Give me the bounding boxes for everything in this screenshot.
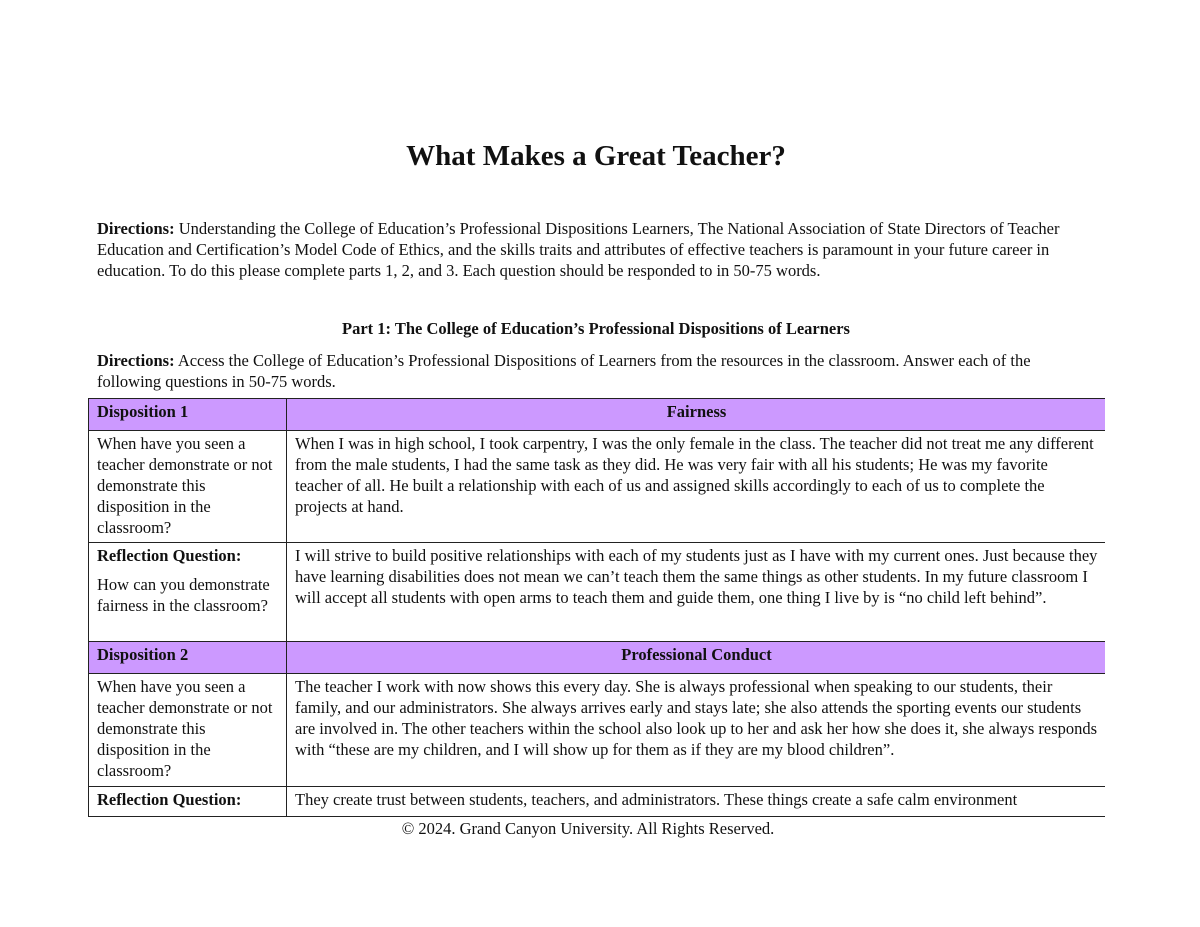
copyright-footer: © 2024. Grand Canyon University. All Rights Reserved.	[401, 819, 775, 838]
directions-label: Directions:	[97, 219, 175, 238]
general-directions	[97, 218, 1097, 281]
disposition2-answer: The teacher I work with now shows this every day. She is always professional when speaking to our students, their family, and our administrators. She always arrives early and stays late; she also attends the sporting events our students are involved in. The other teachers within the school also look up to her and ask her how she does it, she always responds with “these are my children, and I will show up for them as if they are my blood children”.	[287, 674, 1106, 787]
disposition2-reflection-answer: They create trust between students, teachers, and administrators. These things create a safe calm environment	[287, 787, 1106, 818]
disposition2-header-row	[89, 642, 1106, 674]
table-row	[89, 543, 1106, 642]
disposition2-question: When have you seen a teacher demonstrate or not demonstrate this disposition in the classroom?	[89, 674, 287, 787]
disposition2-name: Professional Conduct	[287, 642, 1106, 674]
disposition1-label: Disposition 1	[89, 399, 287, 431]
part1-directions	[97, 350, 1097, 392]
part1-heading: Part 1: The College of Education’s Professional Dispositions of Learners	[342, 319, 850, 338]
disposition1-reflection-cell	[89, 543, 287, 642]
disposition1-header-row	[89, 399, 1106, 431]
disposition2-label: Disposition 2	[89, 642, 287, 674]
part1-directions-text: Access the College of Education’s Professional Dispositions of Learners from the resources in the classroom. Answer each of the following questions in 50-75 words.	[97, 351, 1031, 391]
disposition1-question: When have you seen a teacher demonstrate or not demonstrate this disposition in the classroom?	[89, 431, 287, 543]
part1-directions-label: Directions:	[97, 351, 175, 370]
disposition1-reflection-question: How can you demonstrate fairness in the classroom?	[97, 575, 270, 615]
disposition2-reflection-cell	[89, 787, 287, 818]
table-row	[89, 674, 1106, 787]
table-row	[89, 787, 1106, 818]
disposition2-reflection-label: Reflection Question:	[97, 790, 242, 809]
disposition1-name: Fairness	[287, 399, 1106, 431]
dispositions-table	[88, 398, 1105, 817]
page-title: What Makes a Great Teacher?	[406, 140, 786, 172]
disposition1-reflection-answer: I will strive to build positive relationships with each of my students just as I have with my current ones. Just because they have learning disabilities does not mean we can’t teach them the same things as other students. In my future classroom I will accept all students with open arms to teach them and guide them, one thing I live by is “no child left behind”.	[287, 543, 1106, 642]
directions-text: Understanding the College of Education’s Professional Dispositions Learners, The National Association of State Directors of Teacher Education and Certification’s Model Code of Ethics, and the skills traits and attributes of effective teachers is paramount in your future career in education. To do this please complete parts 1, 2, and 3. Each question should be responded to in 50-75 words.	[97, 219, 1060, 280]
disposition1-answer: When I was in high school, I took carpentry, I was the only female in the class. The teacher did not treat me any different from the male students, I had the same task as they did. He was very fair with all his students; He was my favorite teacher of all. He built a relationship with each of us and assigned skills accordingly to each of us to complete the projects at hand.	[287, 431, 1106, 543]
table-row	[89, 431, 1106, 543]
disposition1-reflection-label: Reflection Question:	[97, 546, 242, 565]
